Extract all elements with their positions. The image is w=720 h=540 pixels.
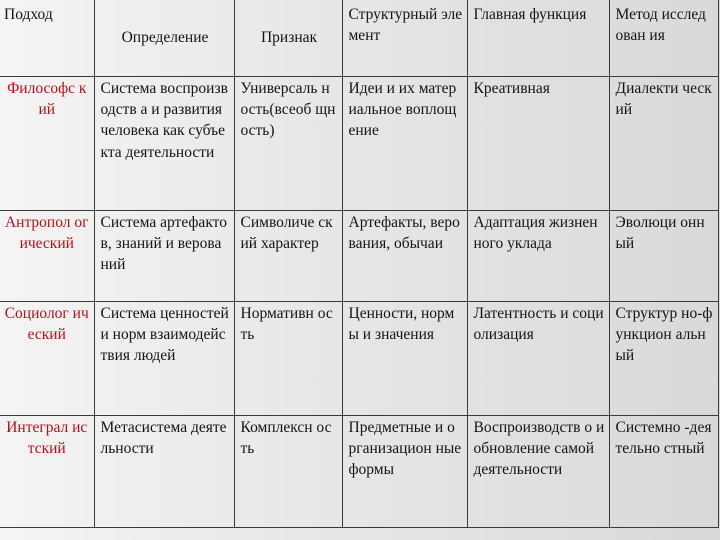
element-cell: Ценности, нормы и значения	[342, 301, 467, 415]
feature-cell: Комплексн ость	[234, 415, 342, 527]
definition-cell: Система воспроизводств а и развития человека как субъекта деятельности	[94, 76, 234, 210]
approach-cell: Философс кий	[0, 76, 94, 210]
element-cell: Идеи и их материальное воплощение	[342, 76, 467, 210]
method-cell: Системно -деятельно стный	[609, 415, 718, 527]
header-method: Метод исследован ия	[609, 0, 718, 76]
approach-cell: Социолог ический	[0, 301, 94, 415]
definition-cell: Система ценностей и норм взаимодействия людей	[94, 301, 234, 415]
element-cell: Артефакты, верования, обычаи	[342, 210, 467, 301]
element-cell: Предметные и организацион ные формы	[342, 415, 467, 527]
header-row	[0, 0, 718, 76]
method-cell: Эволюци онный	[609, 210, 718, 301]
header-feature: Признак	[234, 0, 342, 76]
feature-cell: Универсаль ность(всеоб щность)	[234, 76, 342, 210]
definition-cell: Метасистема деятельности	[94, 415, 234, 527]
header-function: Главная функция	[467, 0, 609, 76]
function-cell: Латентность и социолизация	[467, 301, 609, 415]
table-row	[0, 415, 718, 527]
function-cell: Креативная	[467, 76, 609, 210]
header-element: Структурный элемент	[342, 0, 467, 76]
feature-cell: Символиче ский характер	[234, 210, 342, 301]
table-row	[0, 210, 718, 301]
header-approach: Подход	[0, 0, 94, 76]
table-row	[0, 76, 718, 210]
method-cell: Диалекти ческий	[609, 76, 718, 210]
function-cell: Адаптация жизненного уклада	[467, 210, 609, 301]
header-definition: Определение	[94, 0, 234, 76]
function-cell: Воспроизводств о и обновление самой деятельности	[467, 415, 609, 527]
table-row	[0, 301, 718, 415]
approach-cell: Интеграл истский	[0, 415, 94, 527]
method-cell: Структур но-функцион альный	[609, 301, 718, 415]
feature-cell: Нормативн ость	[234, 301, 342, 415]
approach-cell: Антропол огический	[0, 210, 94, 301]
definition-cell: Система артефактов, знаний и верований	[94, 210, 234, 301]
